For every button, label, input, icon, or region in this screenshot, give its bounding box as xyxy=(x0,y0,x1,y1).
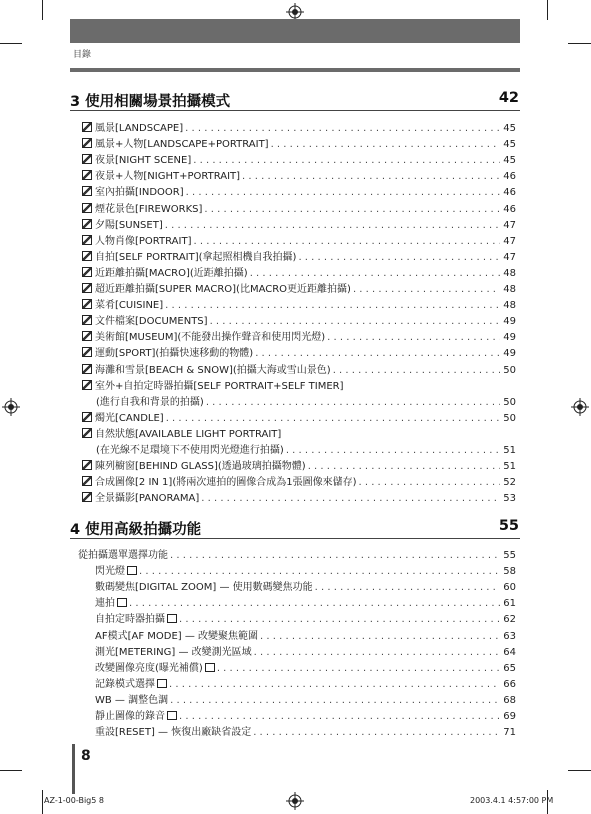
toc-entry-page: 51 xyxy=(503,445,516,456)
cuisine-icon xyxy=(82,299,92,309)
toc-entry[interactable] xyxy=(82,425,516,438)
dot-leader xyxy=(166,413,500,424)
self-portrait-icon xyxy=(82,251,92,261)
dot-leader xyxy=(170,695,500,706)
toc-entry-label: (在光線不足環境下不使用閃光燈進行拍攝) xyxy=(96,445,284,456)
toc-entry-label: 運動[SPORT](拍攝快速移動的物體) xyxy=(95,348,254,360)
dot-leader xyxy=(210,316,500,327)
toc-entry[interactable] xyxy=(96,441,516,454)
toc-entry-page: 46 xyxy=(503,203,516,215)
2in1-icon xyxy=(82,476,92,486)
self-portrait-timer-icon xyxy=(82,380,92,390)
crop-mark xyxy=(547,0,548,20)
crop-mark xyxy=(42,0,43,20)
fireworks-icon xyxy=(82,203,92,213)
toc-entry[interactable] xyxy=(95,691,516,704)
toc-entry-label: 自拍定時器拍攝 xyxy=(95,614,165,626)
section-rule xyxy=(70,110,520,111)
toc-entry[interactable] xyxy=(95,643,516,656)
crop-mark xyxy=(568,770,591,771)
toc-entry-page: 47 xyxy=(503,235,516,247)
toc-entry[interactable] xyxy=(82,377,516,390)
night-portrait-icon xyxy=(82,170,92,180)
header-bar xyxy=(70,19,520,43)
toc-entry[interactable] xyxy=(95,675,516,688)
toc-entry[interactable] xyxy=(82,135,516,151)
dot-leader xyxy=(186,187,500,198)
toc-entry[interactable] xyxy=(95,659,516,672)
toc-entry-page: 69 xyxy=(503,711,516,722)
dot-leader xyxy=(298,252,500,263)
dot-leader xyxy=(193,155,500,166)
toc-entry-page: 68 xyxy=(503,694,516,706)
dot-leader xyxy=(333,365,500,376)
toc-entry[interactable] xyxy=(95,562,516,578)
toc-entry-page: 50 xyxy=(503,364,516,376)
dot-leader xyxy=(327,332,500,343)
toc-entry-label: 海灘和雪景[BEACH & SNOW](拍攝大海或雪山景色) xyxy=(95,364,331,376)
crop-mark xyxy=(0,770,22,771)
toc-entry[interactable] xyxy=(82,409,516,422)
dot-leader xyxy=(217,663,500,674)
crop-mark xyxy=(568,43,591,44)
candle-icon xyxy=(82,412,92,422)
toc-entry-page: 48 xyxy=(503,284,516,295)
dot-leader xyxy=(170,550,500,561)
toc-entry[interactable] xyxy=(82,248,516,261)
header-separator xyxy=(70,68,520,72)
toc-entry-label: (進行自我和背景的拍攝) xyxy=(96,396,204,408)
dot-leader xyxy=(260,631,500,642)
toc-entry-label: 數碼變焦[DIGITAL ZOOM] — 使用數碼變焦功能 xyxy=(95,582,313,594)
toc-entry-page: 50 xyxy=(503,412,516,424)
beach-snow-icon xyxy=(82,364,92,374)
night-scene-icon xyxy=(82,154,92,164)
toc-entry-page: 49 xyxy=(503,348,516,360)
toc-entry-label: 測光[METERING] — 改變測光區域 xyxy=(95,646,252,658)
toc-entry-label: 美術館[MUSEUM](不能發出操作聲音和使用閃光燈) xyxy=(95,332,326,344)
documents-icon xyxy=(82,315,92,325)
toc-entry-page: 66 xyxy=(503,678,516,690)
dot-leader xyxy=(193,236,500,247)
toc-entry-page: 55 xyxy=(503,550,516,561)
toc-entry-page: 45 xyxy=(503,155,516,167)
dot-leader xyxy=(129,598,500,609)
section-rule xyxy=(70,538,520,539)
toc-entry-page: 51 xyxy=(503,461,516,473)
dot-leader xyxy=(185,123,500,134)
toc-entry[interactable] xyxy=(95,610,516,626)
portrait-icon xyxy=(82,235,92,245)
toc-entry[interactable] xyxy=(82,232,516,245)
toc-entry-page: 47 xyxy=(503,219,516,231)
dot-leader xyxy=(358,477,500,488)
toc-link[interactable]: 目錄 xyxy=(73,50,92,60)
toc-entry-page: 45 xyxy=(503,139,516,151)
dot-leader xyxy=(254,647,500,658)
toc-entry-page: 48 xyxy=(503,267,516,279)
toc-entry-label: 文件檔案[DOCUMENTS] xyxy=(95,316,208,328)
toc-entry-page: 45 xyxy=(503,123,516,134)
page-number-bar xyxy=(72,744,75,794)
page-number: 8 xyxy=(81,748,91,764)
registration-mark-icon xyxy=(2,398,20,416)
toc-entry-label: 夜景+人物[NIGHT+PORTRAIT] xyxy=(95,171,241,183)
toc-entry-page: 49 xyxy=(503,332,516,344)
dot-leader xyxy=(139,566,500,577)
toc-entry-page: 71 xyxy=(503,727,516,739)
toc-entry[interactable] xyxy=(95,627,516,640)
toc-entry-label: WB — 調整色調 xyxy=(95,694,169,706)
toc-entry[interactable] xyxy=(96,393,516,406)
toc-entry-page: 65 xyxy=(503,662,516,674)
dot-leader xyxy=(165,300,500,311)
dot-leader xyxy=(204,204,500,215)
dot-leader xyxy=(169,679,500,690)
toc-entry-label: 人物肖像[PORTRAIT] xyxy=(95,235,192,247)
toc-entry-label: 自拍[SELF PORTRAIT](拿起照相機自我拍攝) xyxy=(95,251,297,263)
toc-entry-label: 全景攝影[PANORAMA] xyxy=(95,493,200,505)
toc-entry[interactable] xyxy=(82,296,516,312)
available-light-icon xyxy=(82,428,92,438)
toc-entry-page: 61 xyxy=(503,598,516,610)
toc-entry-label: 陳列櫥窗[BEHIND GLASS](透過玻璃拍攝物體) xyxy=(95,461,306,473)
self-timer-icon xyxy=(167,614,177,623)
toc-entry[interactable] xyxy=(95,707,516,720)
crop-mark xyxy=(0,43,22,44)
toc-entry-label: 煙花景色[FIREWORKS] xyxy=(95,203,203,215)
sport-icon xyxy=(82,347,92,357)
dot-leader xyxy=(242,171,500,182)
toc-entry-page: 53 xyxy=(503,493,516,505)
toc-entry[interactable] xyxy=(82,361,516,374)
landscape-icon xyxy=(82,122,92,132)
toc-entry[interactable] xyxy=(82,473,516,489)
toc-entry-label: 自然狀態[AVAILABLE LIGHT PORTRAIT] xyxy=(95,428,282,440)
toc-entry[interactable] xyxy=(95,594,516,610)
toc-entry-label: 風景[LANDSCAPE] xyxy=(95,123,184,134)
toc-entry-label: 室外+自拍定時器拍攝[SELF PORTRAIT+SELF TIMER] xyxy=(95,380,344,392)
footer-left: AZ-1-00-Big5 8 xyxy=(44,796,104,805)
registration-mark-icon xyxy=(286,792,304,810)
dot-leader xyxy=(250,268,500,279)
toc-entry-page: 50 xyxy=(503,396,516,408)
panorama-icon xyxy=(82,492,92,502)
toc-entry-label: 夜景[NIGHT SCENE] xyxy=(95,155,192,167)
toc-entry-page: 58 xyxy=(503,566,516,578)
section-page[interactable]: 42 xyxy=(498,90,519,106)
toc-entry[interactable] xyxy=(82,489,516,505)
toc-entry[interactable] xyxy=(82,119,516,132)
section-page[interactable]: 55 xyxy=(498,518,519,534)
microphone-icon xyxy=(167,711,177,720)
registration-mark-icon xyxy=(571,398,589,416)
toc-entry-page: 52 xyxy=(503,477,516,489)
toc-entry[interactable] xyxy=(82,312,516,328)
dot-leader xyxy=(315,582,500,593)
toc-entry[interactable] xyxy=(95,578,516,594)
museum-icon xyxy=(82,331,92,341)
toc-entry-label: 菜肴[CUISINE] xyxy=(95,300,164,312)
dot-leader xyxy=(253,727,500,738)
toc-entry-page: 63 xyxy=(503,630,516,642)
toc-entry-label: 風景+人物[LANDSCAPE+PORTRAIT] xyxy=(95,139,269,151)
super-macro-icon xyxy=(82,283,92,293)
dot-leader xyxy=(308,461,500,472)
toc-entry-label: 閃光燈 xyxy=(95,566,125,578)
toc-entry-label: 室內拍攝[INDOOR] xyxy=(95,187,184,199)
toc-entry[interactable] xyxy=(82,216,516,229)
landscape-portrait-icon xyxy=(82,138,92,148)
exposure-compensation-icon xyxy=(205,663,215,672)
toc-entry-page: 64 xyxy=(503,646,516,658)
toc-entry-label: 燭光[CANDLE] xyxy=(95,412,164,424)
toc-entry[interactable] xyxy=(95,723,516,739)
toc-entry[interactable] xyxy=(78,546,516,559)
toc-entry-page: 62 xyxy=(503,614,516,626)
footer-right: 2003.4.1 4:57:00 PM xyxy=(470,796,554,805)
record-mode-icon xyxy=(157,679,167,688)
toc-entry[interactable] xyxy=(82,264,516,277)
toc-entry-label: 靜止圖像的錄音 xyxy=(95,711,165,722)
toc-entry[interactable] xyxy=(82,280,516,293)
toc-entry-label: 從拍攝選單選擇功能 xyxy=(78,550,168,561)
toc-entry[interactable] xyxy=(82,151,516,167)
toc-entry-label: 近距離拍攝[MACRO](近距離拍攝) xyxy=(95,267,248,279)
dot-leader xyxy=(286,445,500,456)
toc-entry-label: 超近距離拍攝[SUPER MACRO](比MACRO更近距離拍攝) xyxy=(95,284,351,295)
toc-entry-label: 夕陽[SUNSET] xyxy=(95,219,163,231)
toc-entry-label: AF模式[AF MODE] — 改變聚焦範圍 xyxy=(95,630,259,642)
toc-entry-label: 重設[RESET] — 恢復出廠缺省設定 xyxy=(95,727,252,739)
toc-entry-label: 連拍 xyxy=(95,598,115,610)
toc-entry[interactable] xyxy=(82,200,516,213)
sunset-icon xyxy=(82,219,92,229)
toc-entry-page: 60 xyxy=(503,582,516,594)
toc-entry-label: 合成圖像[2 IN 1](將兩次連拍的圖像合成為1張圖像來儲存) xyxy=(95,477,357,489)
toc-entry[interactable] xyxy=(82,183,516,199)
behind-glass-icon xyxy=(82,460,92,470)
dot-leader xyxy=(255,348,500,359)
toc-entry-page: 48 xyxy=(503,300,516,312)
indoor-icon xyxy=(82,186,92,196)
toc-entry-page: 47 xyxy=(503,251,516,263)
dot-leader xyxy=(201,493,500,504)
dot-leader xyxy=(179,614,500,625)
dot-leader xyxy=(206,397,500,408)
section-title[interactable]: 4 使用高級拍攝功能 xyxy=(70,522,202,538)
dot-leader xyxy=(165,220,500,231)
section-title[interactable]: 3 使用相關場景拍攝模式 xyxy=(70,94,231,110)
dot-leader xyxy=(179,711,500,722)
flash-icon xyxy=(127,566,137,575)
toc-entry-page: 49 xyxy=(503,316,516,328)
toc-entry[interactable] xyxy=(82,457,516,473)
toc-entry-page: 46 xyxy=(503,187,516,199)
toc-entry[interactable] xyxy=(82,344,516,360)
sequential-shooting-icon xyxy=(117,598,127,607)
dot-leader xyxy=(353,284,500,295)
toc-entry-label: 記錄模式選擇 xyxy=(95,678,155,690)
dot-leader xyxy=(271,139,500,150)
toc-entry[interactable] xyxy=(82,167,516,183)
toc-entry[interactable] xyxy=(82,328,516,344)
crop-mark xyxy=(42,790,43,814)
toc-entry-label: 改變圖像亮度(曝光補償) xyxy=(95,662,203,674)
toc-entry-page: 46 xyxy=(503,171,516,183)
macro-icon xyxy=(82,267,92,277)
